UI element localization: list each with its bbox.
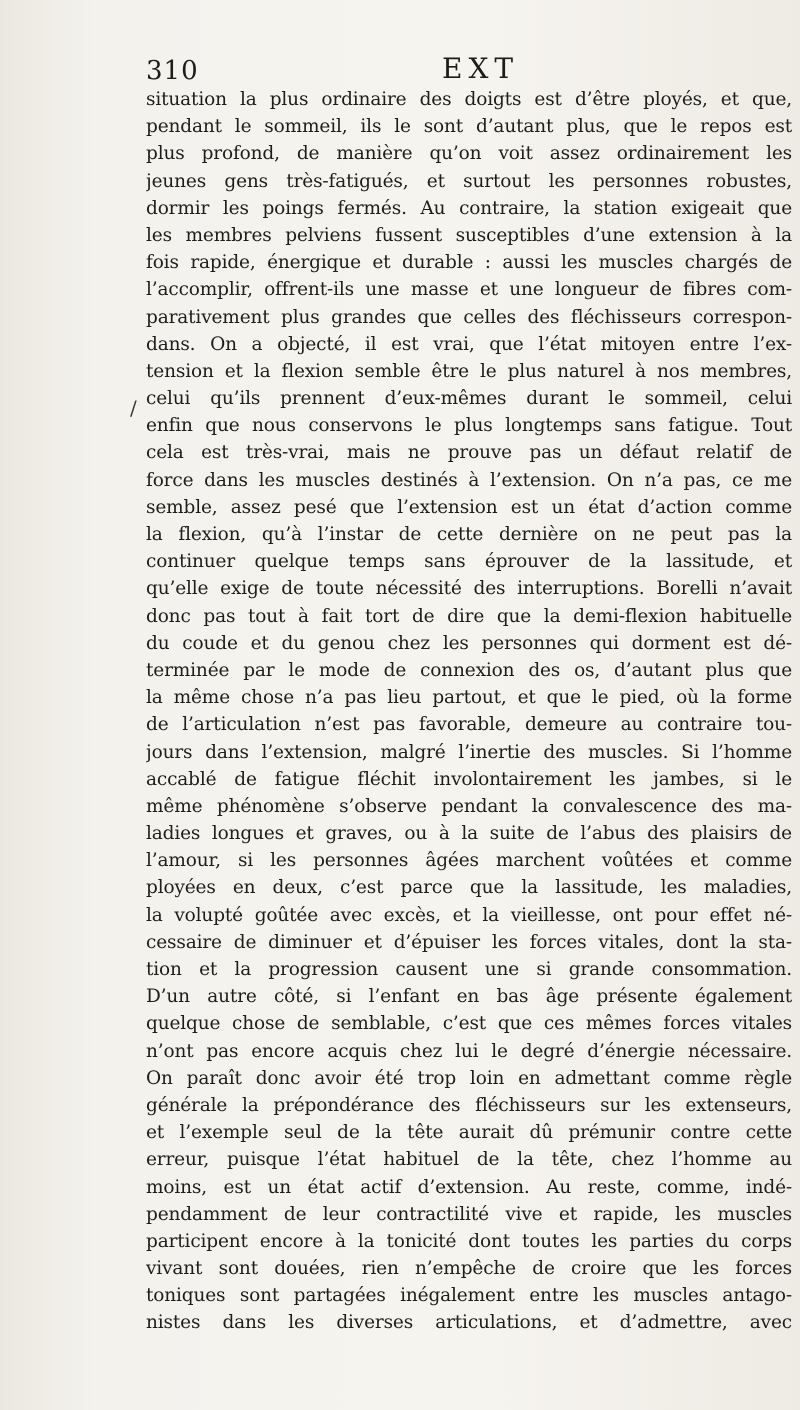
text-line: plus profond, de manière qu’on voit assez ordinairement les bbox=[146, 143, 792, 165]
text-line: vivant sont douées, rien n’empêche de croire que les forces bbox=[146, 1258, 792, 1280]
text-line: fois rapide, énergique et durable : aussi les muscles chargés de bbox=[146, 252, 792, 274]
text-line: celui qu’ils prennent d’eux-mêmes durant le sommeil, celui bbox=[146, 388, 792, 410]
text-line: force dans les muscles destinés à l’extension. On n’a pas, ce me bbox=[146, 469, 792, 491]
text-line: continuer quelque temps sans éprouver de la lassitude, et bbox=[146, 551, 792, 573]
text-line: ladies longues et graves, ou à la suite de l’abus des plaisirs de bbox=[146, 823, 792, 845]
text-line: dans. On a objecté, il est vrai, que l’état mitoyen entre l’ex- bbox=[146, 333, 792, 355]
body-text bbox=[146, 86, 792, 1337]
running-head bbox=[146, 52, 792, 86]
text-line: jours dans l’extension, malgré l’inertie des muscles. Si l’homme bbox=[146, 741, 792, 763]
text-line: nistes dans les diverses articulations, et d’admettre, avec bbox=[146, 1312, 792, 1334]
text-line: toniques sont partagées inégalement entre les muscles antago- bbox=[146, 1285, 792, 1307]
text-line: du coude et du genou chez les personnes qui dorment est dé- bbox=[146, 632, 792, 654]
margin-mark: / bbox=[130, 396, 137, 420]
text-line: quelque chose de semblable, c’est que ces mêmes forces vitales bbox=[146, 1013, 792, 1035]
text-line: l’accomplir, offrent-ils une masse et une longueur de fibres com- bbox=[146, 279, 792, 301]
text-line: dormir les poings fermés. Au contraire, la station exigeait que bbox=[146, 197, 792, 219]
text-line: enfin que nous conservons le plus longtemps sans fatigue. Tout bbox=[146, 415, 792, 437]
text-line: jeunes gens très-fatigués, et surtout les personnes robustes, bbox=[146, 170, 792, 192]
text-line: cela est très-vrai, mais ne prouve pas un défaut relatif de bbox=[146, 442, 792, 464]
page-number: 310 bbox=[146, 56, 199, 86]
text-line: tion et la progression causent une si grande consommation. bbox=[146, 959, 792, 980]
text-line: moins, est un état actif d’extension. Au reste, comme, indé- bbox=[146, 1176, 792, 1198]
text-line: générale la prépondérance des fléchisseurs sur les extenseurs, bbox=[146, 1094, 792, 1116]
text-line: la même chose n’a pas lieu partout, et que le pied, où la forme bbox=[146, 687, 792, 709]
text-line: l’amour, si les personnes âgées marchent voûtées et comme bbox=[146, 850, 792, 872]
text-line: et l’exemple seul de la tête aurait dû prémunir contre cette bbox=[146, 1122, 792, 1144]
text-line: erreur, puisque l’état habituel de la tête, chez l’homme au bbox=[146, 1149, 792, 1171]
text-line: n’ont pas encore acquis chez lui le degré d’énergie nécessaire. bbox=[146, 1040, 792, 1062]
text-line: de l’articulation n’est pas favorable, demeure au contraire tou- bbox=[146, 714, 792, 736]
text-line: terminée par le mode de connexion des os, d’autant plus que bbox=[146, 659, 792, 681]
text-line: pendamment de leur contractilité vive et rapide, les muscles bbox=[146, 1203, 792, 1225]
text-line: les membres pelviens fussent susceptibles d’une extension à la bbox=[146, 224, 792, 246]
text-line: la volupté goûtée avec excès, et la vieillesse, ont pour effet né- bbox=[146, 904, 792, 926]
text-line: On paraît donc avoir été trop loin en admettant comme règle bbox=[146, 1067, 792, 1089]
text-line: semble, assez pesé que l’extension est un état d’action comme bbox=[146, 496, 792, 518]
text-line: donc pas tout à fait tort de dire que la demi-flexion habituelle bbox=[146, 605, 792, 627]
text-line: parativement plus grandes que celles des fléchisseurs correspon- bbox=[146, 306, 792, 328]
text-line: D’un autre côté, si l’enfant en bas âge présente également bbox=[146, 986, 792, 1008]
text-line: la flexion, qu’à l’instar de cette dernière on ne peut pas la bbox=[146, 524, 792, 545]
text-line: participent encore à la tonicité dont toutes les parties du corps bbox=[146, 1230, 792, 1252]
text-line: ployées en deux, c’est parce que la lassitude, les maladies, bbox=[146, 877, 792, 899]
running-head-word: EXT bbox=[442, 52, 520, 85]
text-line: situation la plus ordinaire des doigts est d’être ployés, et que, bbox=[146, 89, 792, 110]
text-line: tension et la flexion semble être le plus naturel à nos membres, bbox=[146, 360, 792, 382]
text-line: accablé de fatigue fléchit involontairement les jambes, si le bbox=[146, 768, 792, 790]
text-line: pendant le sommeil, ils le sont d’autant plus, que le repos est bbox=[146, 116, 792, 138]
text-line: qu’elle exige de toute nécessité des interruptions. Borelli n’avait bbox=[146, 578, 792, 600]
text-line: même phénomène s’observe pendant la convalescence des ma- bbox=[146, 795, 792, 817]
text-line: cessaire de diminuer et d’épuiser les forces vitales, dont la sta- bbox=[146, 931, 792, 953]
